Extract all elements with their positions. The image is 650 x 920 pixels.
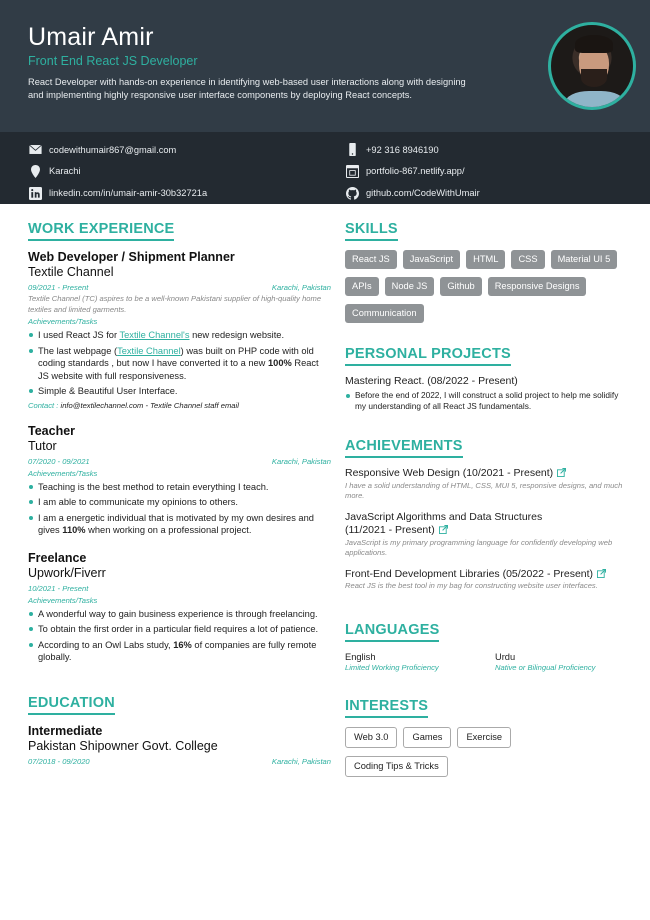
interests-list xyxy=(345,727,605,777)
interest-tag: Web 3.0 xyxy=(345,727,397,748)
list-item: A wonderful way to gain business experience is through freelancing. xyxy=(28,608,331,621)
language-name: English xyxy=(345,652,376,662)
education-entry xyxy=(28,724,331,767)
job-bullets xyxy=(28,329,331,398)
education-meta xyxy=(28,757,331,767)
job-contact: Contact : info@textilechannel.com - Textile Channel staff email xyxy=(28,400,239,410)
achievements-label: Achievements/Tasks xyxy=(28,595,98,605)
skill-tag: JavaScript xyxy=(403,250,460,269)
job-location: Karachi, Pakistan xyxy=(271,283,331,292)
skill-tag: Github xyxy=(440,277,481,296)
job-description: Textile Channel (TC) aspires to be a well-known Pakistani supplier of high-quality home textiles and limited garments. xyxy=(28,294,322,314)
job-company: Tutor xyxy=(28,438,57,453)
list-item: The last webpage (Textile Channel) was built on PHP code with old coding standards , but now I have converted it to a new 100% React JS website with full responsiveness. xyxy=(28,345,331,383)
language-name: Urdu xyxy=(495,652,516,662)
list-item: Simple & Beautiful User Interface. xyxy=(28,385,331,398)
resume-body xyxy=(0,204,650,781)
job-dates: 10/2021 - Present xyxy=(28,583,89,593)
interest-tag: Games xyxy=(403,727,451,748)
job-entry xyxy=(28,250,331,410)
job-bullets xyxy=(28,608,331,664)
education-dates: 07/2018 - 09/2020 xyxy=(28,756,90,766)
textile-channel-link[interactable]: Textile Channel xyxy=(117,345,181,356)
textile-channel-link[interactable]: Textile Channel's xyxy=(119,330,190,340)
candidate-role: Front End React JS Developer xyxy=(28,54,198,68)
language-entry xyxy=(495,651,625,673)
degree: Intermediate xyxy=(28,723,103,738)
skill-tag: Material UI 5 xyxy=(551,250,618,269)
left-column xyxy=(28,220,345,781)
skill-tag: Node JS xyxy=(385,277,435,296)
job-entry xyxy=(28,551,331,664)
job-location: Karachi, Pakistan xyxy=(271,456,331,466)
achievement-description: JavaScript is my primary programming language for confidently developing web applications. xyxy=(345,537,613,557)
job-entry xyxy=(28,424,331,537)
section-title-interests: INTERESTS xyxy=(345,698,428,718)
section-title-work: WORK EXPERIENCE xyxy=(28,221,174,241)
language-entry xyxy=(345,651,495,673)
section-title-achievements: ACHIEVEMENTS xyxy=(345,438,463,458)
contact-github[interactable] xyxy=(345,182,622,204)
job-dates: 07/2020 - 09/2021 xyxy=(28,456,90,466)
list-item: I am able to communicate my opinions to others. xyxy=(28,496,331,509)
avatar xyxy=(548,22,636,110)
skill-tag: HTML xyxy=(466,250,505,269)
contact-portfolio[interactable] xyxy=(345,161,622,183)
location-icon xyxy=(28,164,42,178)
achievement-entry xyxy=(345,511,625,558)
section-title-education: EDUCATION xyxy=(28,695,115,715)
contact-text: linkedin.com/in/umair-amir-30b32721a xyxy=(49,188,208,199)
achievement-entry xyxy=(345,568,625,592)
job-company: Upwork/Fiverr xyxy=(28,565,106,580)
contact-email[interactable] xyxy=(28,139,345,161)
phone-icon xyxy=(345,143,359,157)
list-item: Before the end of 2022, I will construct a solid project to help me solidify my understanding of all React JS fundamentals. xyxy=(345,390,625,411)
contact-text: Karachi xyxy=(49,166,81,177)
achievement-description: I have a solid understanding of HTML, CSS, MUI 5, responsive designs, and much more. xyxy=(345,480,623,500)
project-title: Mastering React. (08/2022 - Present) xyxy=(345,375,518,387)
skill-tag: React JS xyxy=(345,250,397,269)
achievement-title: Responsive Web Design (10/2021 - Present) xyxy=(345,467,554,479)
contact-text: portfolio-867.netlify.app/ xyxy=(366,166,465,177)
contact-phone[interactable] xyxy=(345,139,622,161)
achievement-title: Front-End Development Libraries (05/2022 - Present) xyxy=(345,567,594,580)
github-icon xyxy=(345,186,359,200)
email-icon xyxy=(28,143,42,157)
achievement-title: JavaScript Algorithms and Data Structures (11/2021 - Present) xyxy=(345,510,543,536)
section-title-projects: PERSONAL PROJECTS xyxy=(345,346,511,366)
list-item: To obtain the first order in a particular field requires a lot of patience. xyxy=(28,623,331,636)
job-meta xyxy=(28,283,331,293)
external-link-icon[interactable] xyxy=(597,569,606,578)
language-level: Native or Bilingual Proficiency xyxy=(495,663,596,672)
job-title: Freelance xyxy=(28,550,87,565)
job-title: Web Developer / Shipment Planner xyxy=(28,250,235,264)
portfolio-icon xyxy=(345,164,359,178)
achievement-description: React JS is the best tool in my bag for constructing website user interfaces. xyxy=(345,581,598,590)
linkedin-icon xyxy=(28,186,42,200)
right-column xyxy=(345,220,625,781)
skills-list xyxy=(345,250,625,323)
contact-linkedin[interactable] xyxy=(28,182,345,204)
skill-tag: CSS xyxy=(511,250,544,269)
contact-text: +92 316 8946190 xyxy=(366,144,439,155)
skill-tag: APIs xyxy=(345,277,379,296)
contact-location xyxy=(28,161,345,183)
summary: React Developer with hands-on experience in identifying web-based user interactions along with designing and implementing highly responsive user interface components by deploying React concepts. xyxy=(28,77,466,100)
languages-list xyxy=(345,651,625,673)
skill-tag: Communication xyxy=(345,304,424,323)
language-level: Limited Working Proficiency xyxy=(345,663,439,672)
candidate-name: Umair Amir xyxy=(28,23,154,51)
education-location: Karachi, Pakistan xyxy=(271,756,331,766)
external-link-icon[interactable] xyxy=(557,468,566,477)
job-company: Textile Channel xyxy=(28,265,114,279)
job-bullets xyxy=(28,481,331,537)
contact-text: github.com/CodeWithUmair xyxy=(366,188,480,199)
achievements-label: Achievements/Tasks xyxy=(28,317,98,326)
section-title-languages: LANGUAGES xyxy=(345,622,439,642)
list-item: Teaching is the best method to retain everything I teach. xyxy=(28,481,331,494)
interest-tag: Coding Tips & Tricks xyxy=(345,756,448,777)
achievement-entry xyxy=(345,467,625,501)
job-title: Teacher xyxy=(28,423,76,438)
list-item: I am a energetic individual that is motivated by my own desires and gives 110% when working on a professional project. xyxy=(28,512,331,537)
job-meta xyxy=(28,584,331,594)
school: Pakistan Shipowner Govt. College xyxy=(28,738,218,753)
interest-tag: Exercise xyxy=(457,727,511,748)
list-item: I used React JS for Textile Channel's new redesign website. xyxy=(28,329,331,342)
project-entry xyxy=(345,375,625,411)
skill-tag: Responsive Designs xyxy=(488,277,587,296)
section-title-skills: SKILLS xyxy=(345,221,398,241)
external-link-icon[interactable] xyxy=(439,525,448,534)
job-dates: 09/2021 - Present xyxy=(28,283,89,292)
list-item: According to an Owl Labs study, 16% of companies are fully remote globally. xyxy=(28,639,331,664)
resume-header xyxy=(0,0,650,132)
contact-text: codewithumair867@gmail.com xyxy=(49,144,177,155)
achievements-label: Achievements/Tasks xyxy=(28,468,98,478)
project-bullets xyxy=(345,390,625,411)
job-meta xyxy=(28,457,331,467)
contact-bar xyxy=(0,132,650,204)
